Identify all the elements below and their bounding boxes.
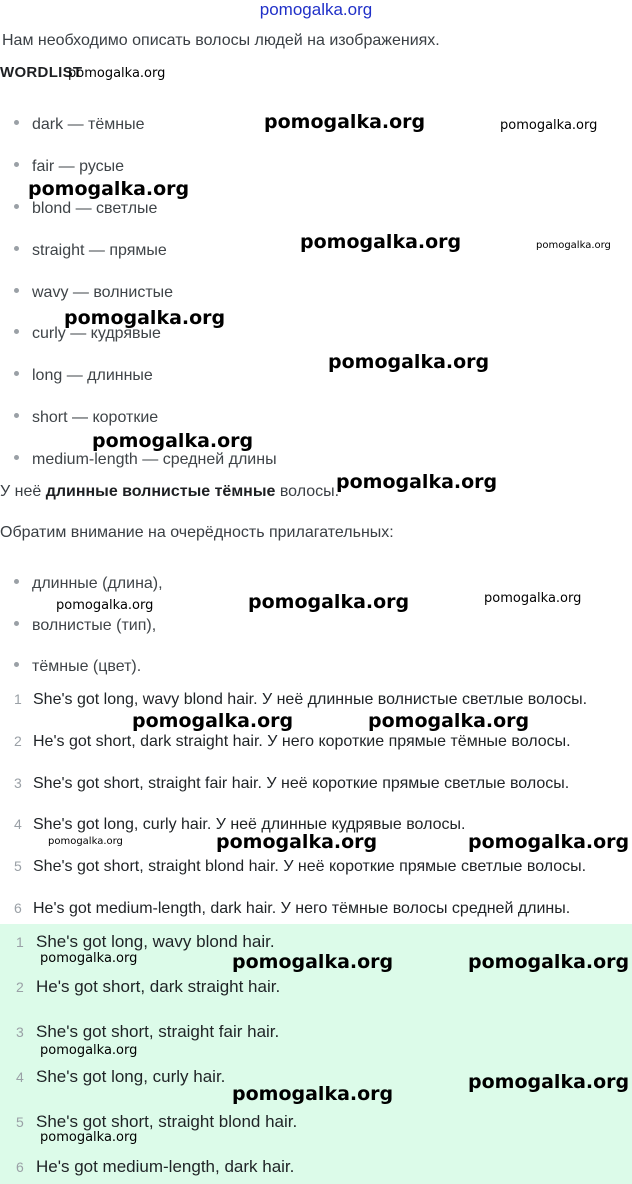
example-sentence: У неё длинные волнистые тёмные волосы. — [0, 483, 340, 500]
order-item: длинные (длина), — [14, 575, 163, 593]
answer-row: 4 She's got long, curly hair. — [16, 1067, 226, 1086]
wordlist-item: straight — прямые — [14, 242, 167, 260]
watermark: pomogalka.org — [132, 710, 294, 732]
bullet-icon — [14, 246, 19, 251]
sentence-row: 4 She's got long, curly hair. У неё длинные кудрявые волосы. — [14, 816, 466, 833]
watermark: pomogalka.org — [92, 430, 254, 452]
bullet-icon — [14, 662, 19, 667]
order-item: тёмные (цвет). — [14, 658, 141, 676]
sentence-row: 6 He's got medium-length, dark hair. У него тёмные волосы средней длины. — [14, 900, 571, 917]
watermark: pomogalka.org — [328, 351, 490, 373]
watermark: pomogalka.org — [536, 240, 611, 251]
bullet-icon — [14, 204, 19, 209]
watermark: pomogalka.org — [300, 231, 462, 253]
watermark: pomogalka.org — [232, 1083, 394, 1105]
watermark: pomogalka.org — [40, 1130, 138, 1145]
watermark: pomogalka.org — [248, 591, 410, 613]
watermark: pomogalka.org — [216, 831, 378, 853]
watermark: pomogalka.org — [232, 951, 394, 973]
watermark: pomogalka.org — [264, 111, 426, 133]
wordlist-item: short — короткие — [14, 409, 158, 427]
wordlist-item: dark — тёмные — [14, 116, 144, 134]
sentence-row: 5 She's got short, straight blond hair. У неё короткие прямые светлые волосы. — [14, 858, 587, 875]
order-item: волнистые (тип), — [14, 617, 156, 635]
watermark: pomogalka.org — [368, 710, 530, 732]
watermark: pomogalka.org — [28, 178, 190, 200]
wordlist-item: fair — русые — [14, 158, 124, 176]
watermark: pomogalka.org — [56, 598, 154, 613]
watermark: pomogalka.org — [40, 1043, 138, 1058]
bullet-icon — [14, 288, 19, 293]
wordlist-item: curly — кудрявые — [14, 325, 161, 343]
answer-row: 5 She's got short, straight blond hair. — [16, 1112, 298, 1131]
intro-text: Нам необходимо описать волосы людей на изображениях. — [2, 32, 440, 49]
watermark: pomogalka.org — [336, 471, 498, 493]
site-header-link[interactable]: pomogalka.org — [259, 0, 373, 19]
watermark: pomogalka.org — [68, 66, 166, 81]
watermark: pomogalka.org — [484, 591, 582, 606]
watermark: pomogalka.org — [40, 951, 138, 966]
answer-row: 2 He's got short, dark straight hair. — [16, 977, 281, 996]
bullet-icon — [14, 455, 19, 460]
bullet-icon — [14, 413, 19, 418]
bullet-icon — [14, 371, 19, 376]
sentence-row: 2 He's got short, dark straight hair. У него короткие прямые тёмные волосы. — [14, 733, 571, 750]
bullet-icon — [14, 162, 19, 167]
bullet-icon — [14, 621, 19, 626]
answer-row: 1 She's got long, wavy blond hair. — [16, 932, 275, 951]
watermark: pomogalka.org — [468, 951, 630, 973]
wordlist-item: blond — светлые — [14, 200, 157, 218]
watermark: pomogalka.org — [64, 307, 226, 329]
watermark: pomogalka.org — [500, 118, 598, 133]
wordlist-item: medium-length — средней длины — [14, 451, 277, 469]
wordlist-item: long — длинные — [14, 367, 153, 385]
answer-row: 3 She's got short, straight fair hair. — [16, 1022, 280, 1041]
sentence-row: 3 She's got short, straight fair hair. У неё короткие прямые светлые волосы. — [14, 775, 570, 792]
bullet-icon — [14, 329, 19, 334]
wordlist-item: wavy — волнистые — [14, 284, 173, 302]
bullet-icon — [14, 579, 19, 584]
wordlist-heading: WORDLIST — [0, 64, 83, 81]
bullet-icon — [14, 120, 19, 125]
watermark: pomogalka.org — [468, 831, 630, 853]
example-bold: длинные волнистые тёмные — [45, 483, 276, 500]
sentence-row: 1 She's got long, wavy blond hair. У неё длинные волнистые светлые волосы. — [14, 691, 588, 708]
order-note: Обратим внимание на очерёдность прилагательных: — [0, 524, 394, 541]
answer-row: 6 He's got medium-length, dark hair. — [16, 1157, 295, 1176]
watermark: pomogalka.org — [48, 836, 123, 847]
watermark: pomogalka.org — [468, 1071, 630, 1093]
